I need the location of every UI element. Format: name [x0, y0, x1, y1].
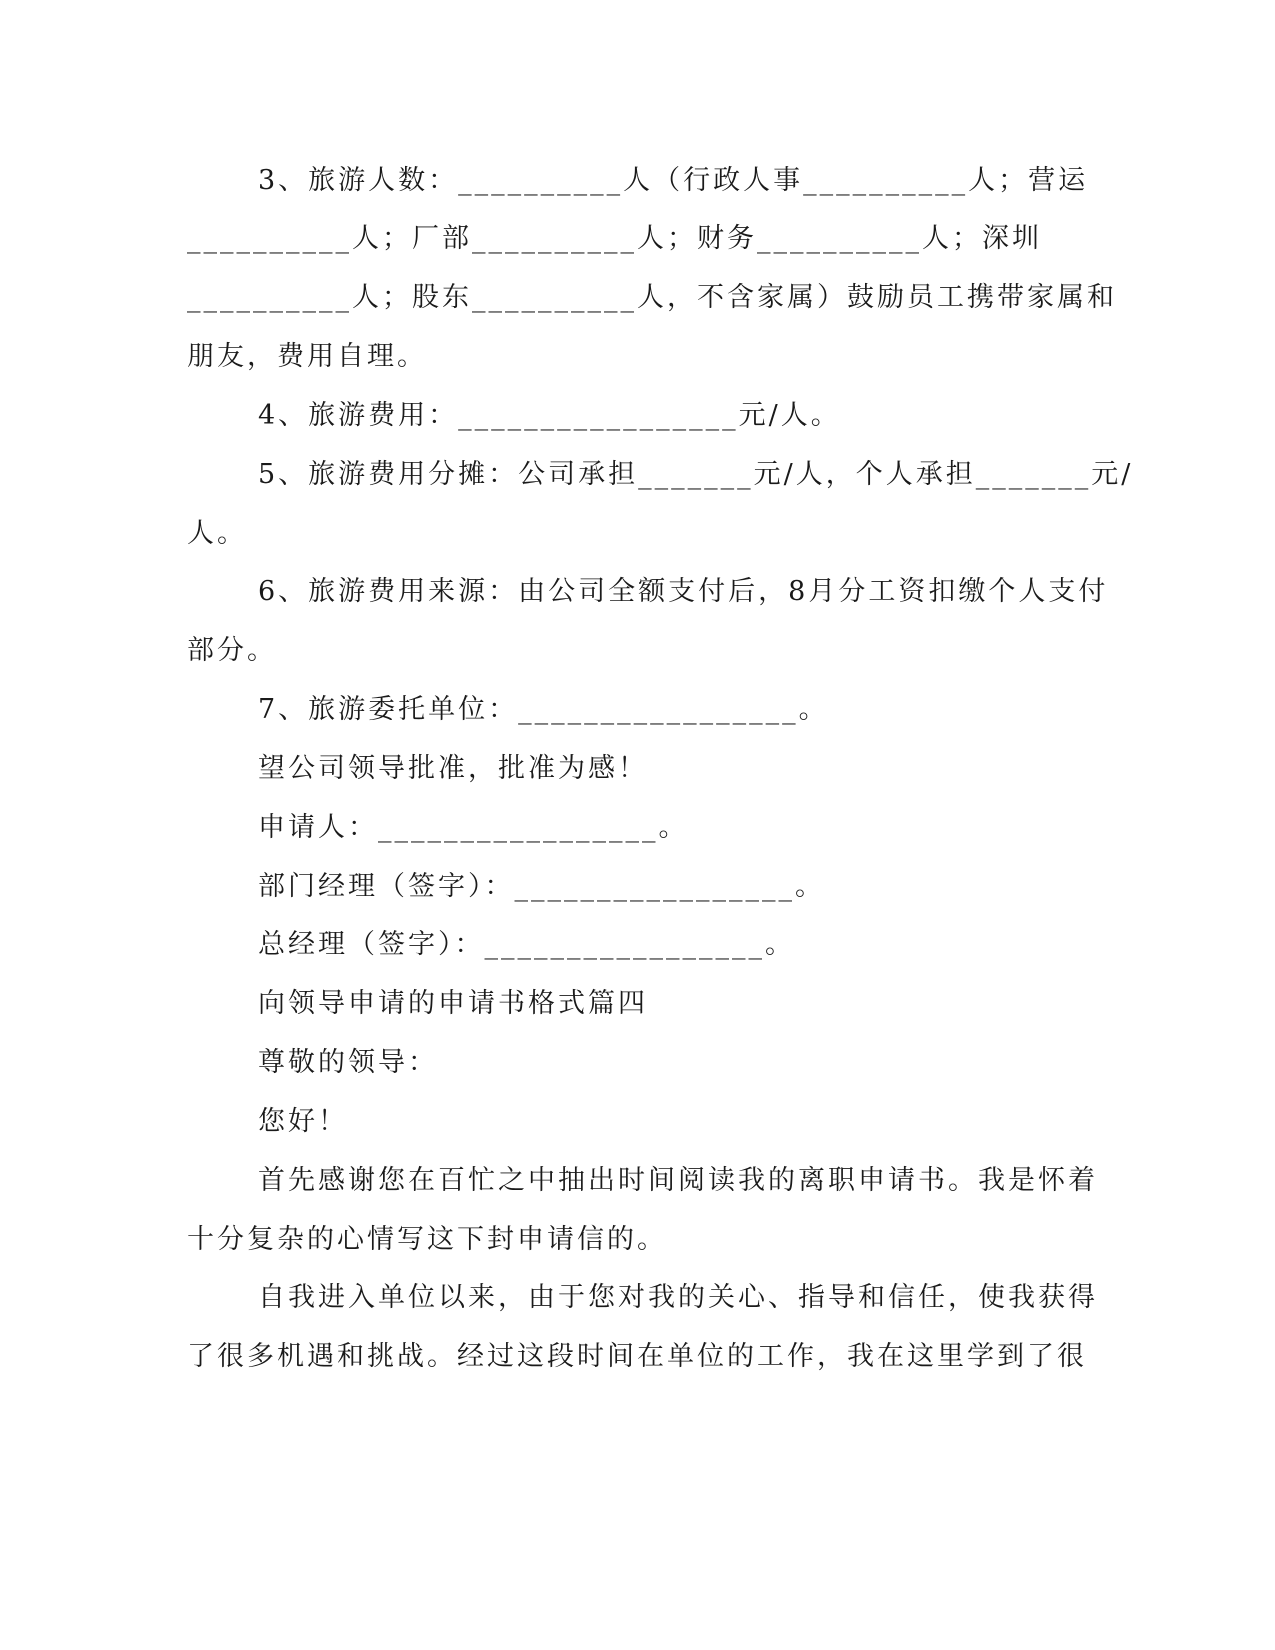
paragraph-line: 望公司领导批准，批准为感！ — [258, 753, 648, 784]
paragraph-line: 申请人：_________________。 — [258, 812, 689, 843]
paragraph-line: 部门经理（签字）：_________________。 — [258, 871, 825, 902]
paragraph-line: 首先感谢您在百忙之中抽出时间阅读我的离职申请书。我是怀着 — [258, 1165, 1098, 1196]
paragraph-line: 人。 — [187, 518, 247, 549]
paragraph-line: 3、旅游人数：__________人（行政人事__________人；营运 — [258, 165, 1089, 196]
paragraph-line: 自我进入单位以来，由于您对我的关心、指导和信任，使我获得 — [258, 1282, 1098, 1313]
paragraph-line: 了很多机遇和挑战。经过这段时间在单位的工作，我在这里学到了很 — [187, 1341, 1087, 1372]
paragraph-line: __________人；厂部__________人；财务__________人；深圳 — [187, 223, 1042, 254]
section-heading: 向领导申请的申请书格式篇四 — [258, 988, 648, 1019]
paragraph-line: 总经理（签字）：_________________。 — [258, 929, 795, 960]
paragraph-line: 部分。 — [187, 635, 277, 666]
greeting: 您好！ — [258, 1106, 348, 1137]
paragraph-line: 7、旅游委托单位：_________________。 — [258, 694, 829, 725]
paragraph-line: __________人；股东__________人，不含家属）鼓励员工携带家属和 — [187, 282, 1117, 313]
paragraph-line: 4、旅游费用：_________________元/人。 — [258, 400, 841, 431]
paragraph-line: 6、旅游费用来源：由公司全额支付后，8月分工资扣缴个人支付 — [258, 576, 1109, 607]
paragraph-line: 5、旅游费用分摊：公司承担_______元/人，个人承担_______元/ — [258, 459, 1134, 490]
paragraph-line: 朋友，费用自理。 — [187, 341, 427, 372]
paragraph-line: 十分复杂的心情写这下封申请信的。 — [187, 1224, 667, 1255]
salutation: 尊敬的领导： — [258, 1047, 438, 1078]
